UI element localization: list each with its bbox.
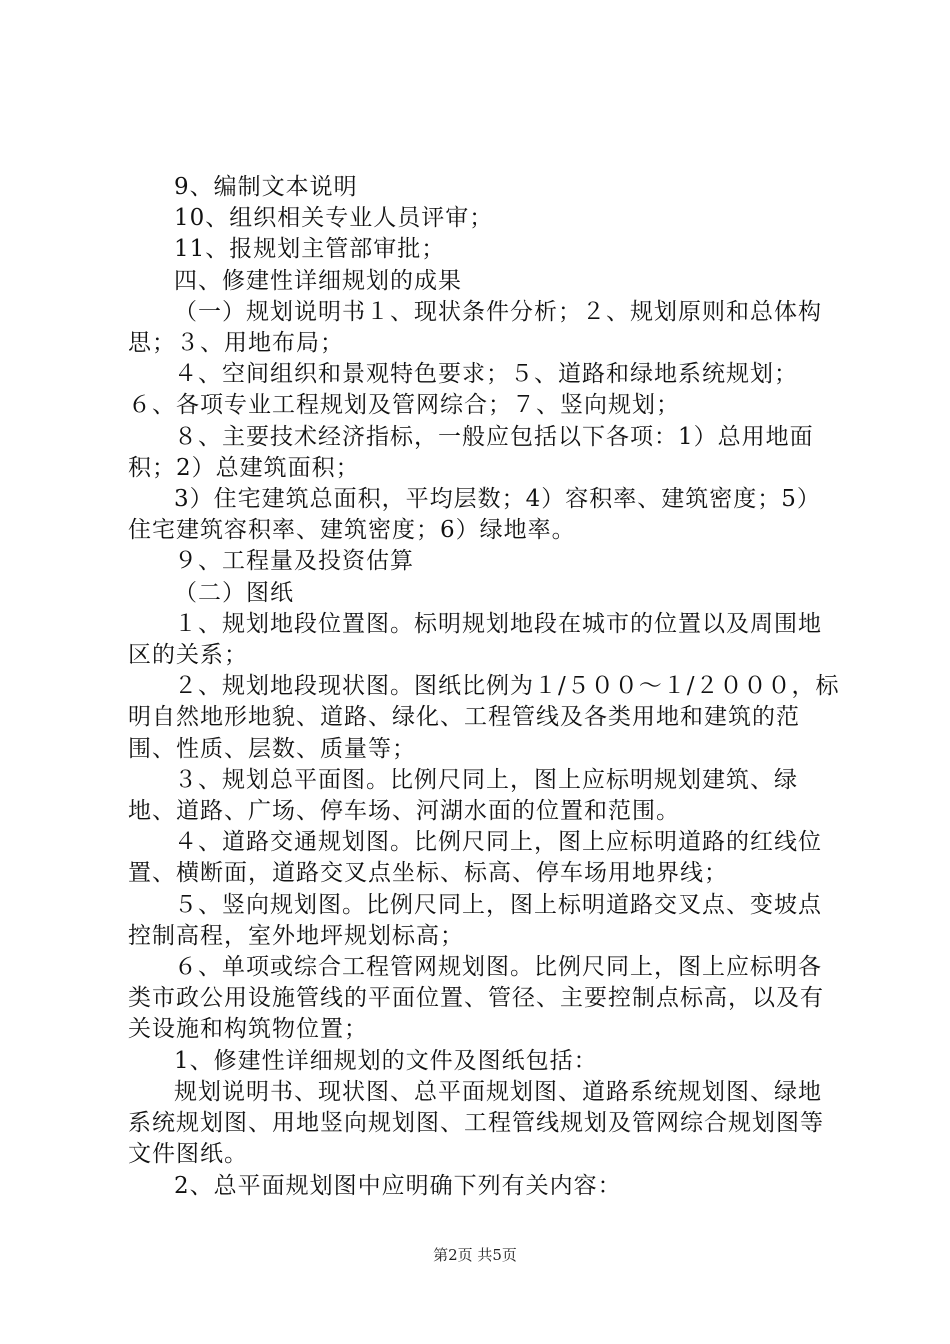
- paragraph: （一）规划说明书１、现状条件分析；２、规划原则和总体构思；３、用地布局；: [128, 298, 822, 357]
- paragraph: ６、单项或综合工程管网规划图。比例尺同上，图上应标明各类市政公用设施管线的平面位置、管径、主要控制点标高，以及有关设施和构筑物位置；: [128, 954, 824, 1043]
- paragraph: ５、竖向规划图。比例尺同上，图上标明道路交叉点、变坡点控制高程，室外地坪规划标高；: [128, 891, 822, 949]
- paragraph: ４、空间组织和景观特色要求；５、道路和绿地系统规划；６、各项专业工程规划及管网综合；７、竖向规划；: [128, 361, 798, 419]
- paragraph: 规划说明书、现状图、总平面规划图、道路系统规划图、绿地系统规划图、用地竖向规划图、工程管线规划及管网综合规划图等文件图纸。: [128, 1078, 824, 1168]
- paragraph: ２、规划地段现状图。图纸比例为１/５００～１/２０００，标明自然地形地貌、道路、绿化、工程管线及各类用地和建筑的范围、性质、层数、质量等；: [128, 673, 840, 762]
- page-number-footer: 第2页 共5页: [433, 1246, 517, 1264]
- subsection-heading: （二）图纸: [174, 579, 294, 606]
- paragraph: 11、报规划主管部审批；: [174, 236, 446, 263]
- paragraph: 1、修建性详细规划的文件及图纸包括：: [174, 1047, 598, 1074]
- paragraph: 10、组织相关专业人员评审；: [174, 205, 494, 232]
- paragraph: １、规划地段位置图。标明规划地段在城市的位置以及周围地区的关系；: [128, 610, 822, 669]
- paragraph: ３、规划总平面图。比例尺同上，图上应标明规划建筑、绿地、道路、广场、停车场、河湖水面的位置和范围。: [128, 766, 798, 825]
- section-heading: 四、修建性详细规划的成果: [174, 267, 462, 294]
- paragraph: 3）住宅建筑总面积，平均层数；4）容积率、建筑密度；5）住宅建筑容积率、建筑密度；6）绿地率。: [128, 486, 821, 544]
- paragraph: ９、工程量及投资估算: [174, 548, 414, 575]
- paragraph: ８、主要技术经济指标，一般应包括以下各项：1）总用地面积；2）总建筑面积；: [128, 423, 814, 481]
- document-body: [128, 172, 840, 1202]
- paragraph: 2、总平面规划图中应明确下列有关内容：: [174, 1172, 622, 1199]
- paragraph: 9、编制文本说明: [174, 174, 358, 200]
- paragraph: ４、道路交通规划图。比例尺同上，图上应标明道路的红线位置、横断面，道路交叉点坐标、标高、停车场用地界线；: [128, 829, 822, 887]
